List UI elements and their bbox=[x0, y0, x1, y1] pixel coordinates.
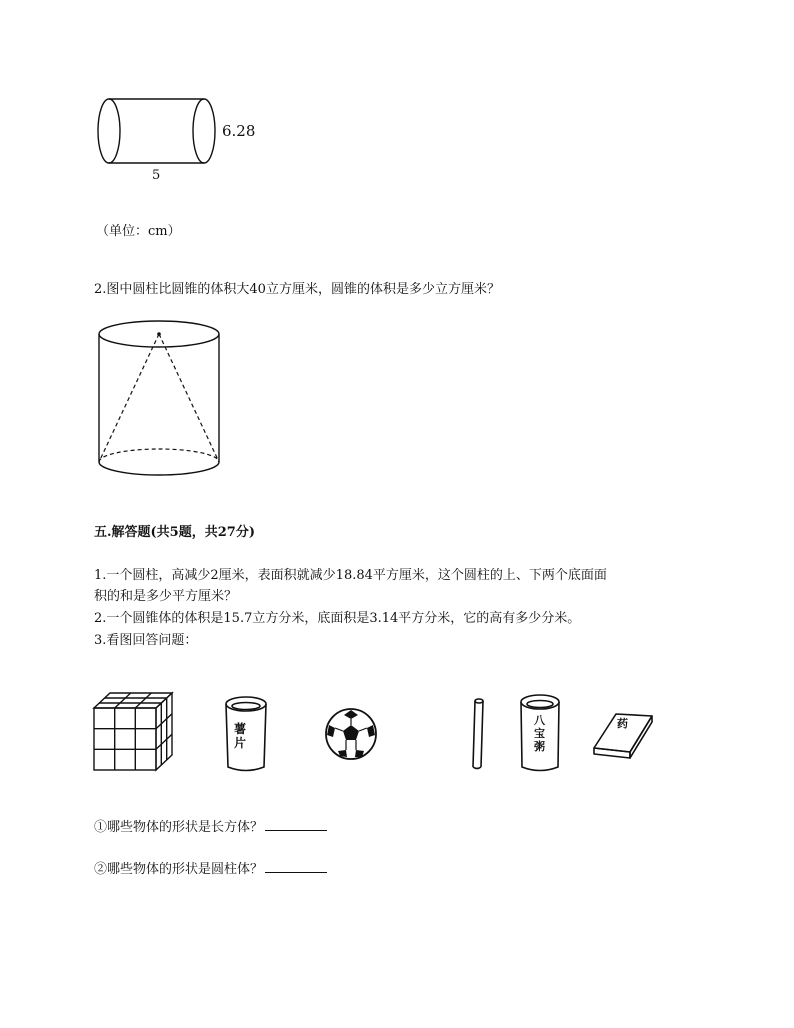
answer-blank-1[interactable] bbox=[265, 816, 327, 831]
unit-note: （单位：cm） bbox=[96, 224, 181, 239]
chips-can-label: 薯片 bbox=[234, 722, 247, 750]
medicine-box-label: 药 bbox=[617, 717, 628, 730]
sub-question-2-text: ②哪些物体的形状是圆柱体？ bbox=[94, 862, 264, 877]
section-5-q2: 2.一个圆锥体的体积是15.7立方分米，底面积是3.14平方分米，它的高有多少分米。 bbox=[94, 611, 581, 626]
sub-question-2 bbox=[94, 858, 327, 880]
section-5-q3: 3.看图回答问题： bbox=[94, 633, 198, 648]
cylinder-height-label: 6.28 bbox=[222, 122, 256, 140]
horizontal-cylinder-figure bbox=[96, 96, 226, 166]
rubiks-cube-icon bbox=[93, 692, 179, 772]
stick-icon bbox=[470, 697, 490, 771]
sub-question-1 bbox=[94, 816, 327, 838]
soccer-ball-icon bbox=[324, 707, 380, 763]
section-5-heading: 五.解答题(共5题，共27分) bbox=[94, 525, 255, 540]
question-2: 2.图中圆柱比圆锥的体积大40立方厘米，圆锥的体积是多少立方厘米？ bbox=[94, 282, 500, 297]
sub-question-1-text: ①哪些物体的形状是长方体？ bbox=[94, 820, 264, 835]
answer-blank-2[interactable] bbox=[265, 858, 327, 873]
section-5-q1-line2: 积的和是多少平方厘米？ bbox=[94, 589, 238, 604]
cylinder-with-cone-figure bbox=[98, 320, 223, 480]
congee-can-label: 八宝粥 bbox=[534, 714, 545, 753]
section-5-q1-line1: 1.一个圆柱，高减少2厘米，表面积就减少18.84平方厘米，这个圆柱的上、下两个底面面 bbox=[94, 568, 607, 583]
cylinder-length-label: 5 bbox=[152, 168, 161, 183]
